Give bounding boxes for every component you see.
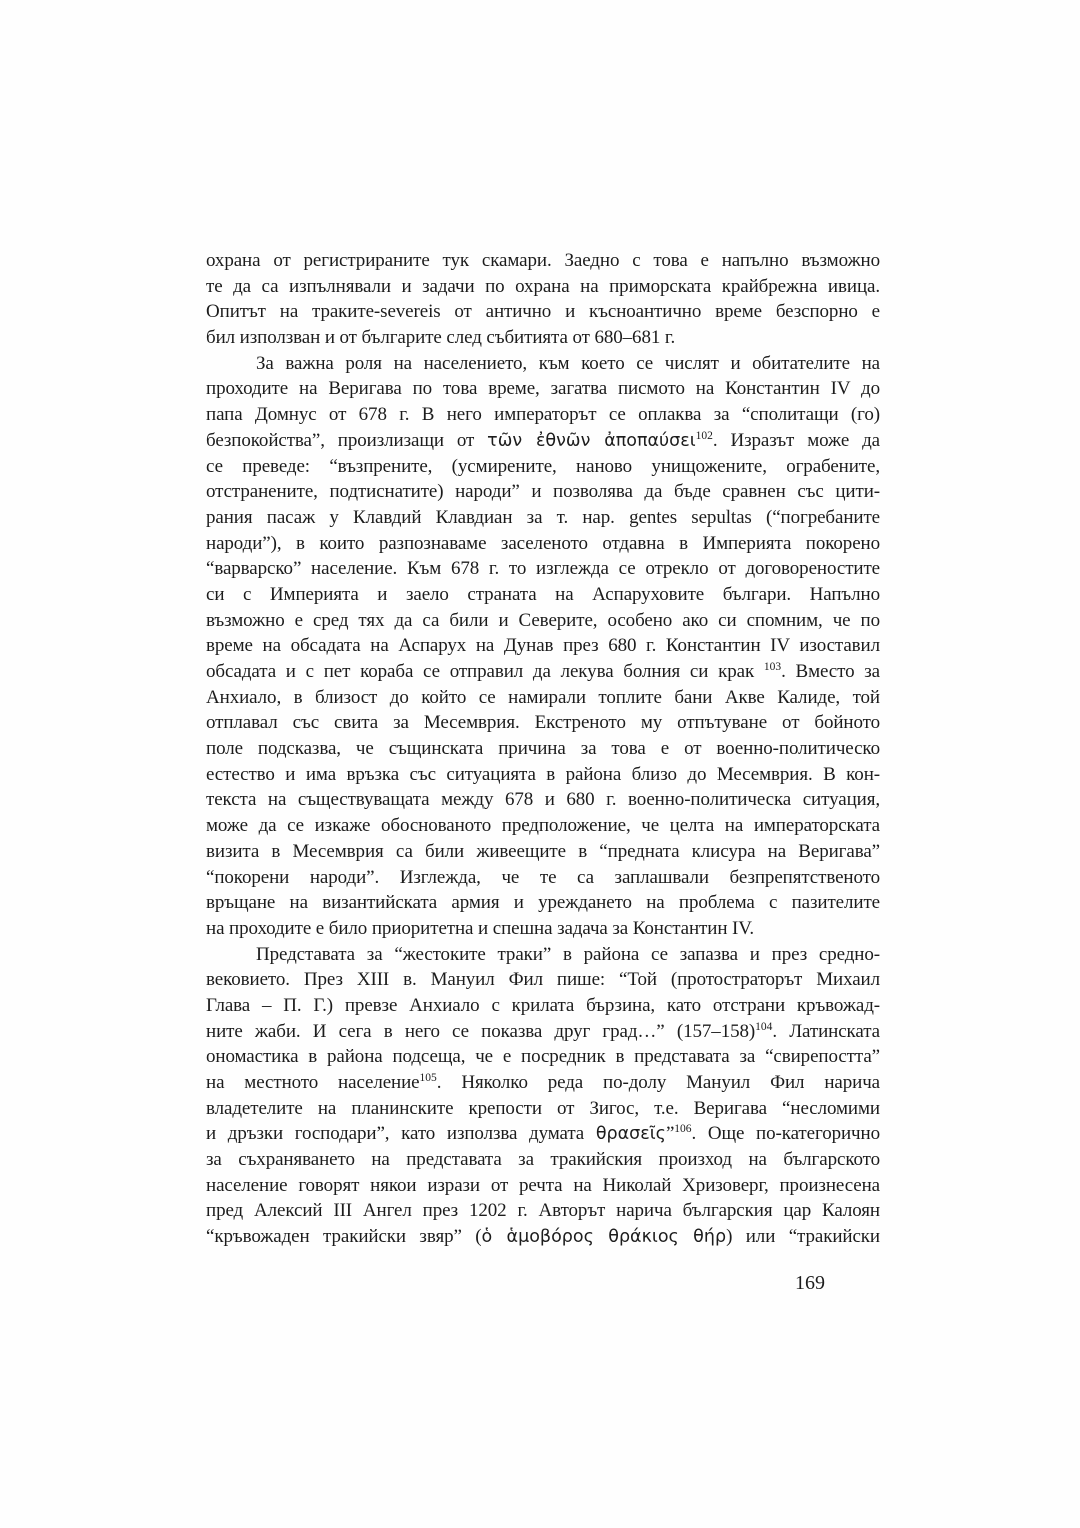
- text-line: [206, 556, 880, 582]
- footnote-reference: 105: [419, 1072, 437, 1084]
- text-segment: За важна роля на населението, към което се числят и обитателите на: [256, 352, 880, 374]
- text-segment: рания пасаж у Клавдий Клавдиан за т. нар. gentes sepultas (“погребаните: [206, 506, 880, 528]
- text-segment: на проходите е било приоритетна и спешна задача за Константин IV.: [206, 917, 755, 939]
- text-segment: Анхиало, в близост до който се намирали топлите бани Акве Калиде, той: [206, 686, 880, 708]
- text-segment: владетелите на планинските крепости от Зигос, т.е. Веригава “несломими: [206, 1097, 880, 1119]
- text-segment: те да са изпълнявали и задачи по охрана на приморската крайбрежна ивица.: [206, 275, 880, 297]
- text-segment: . Вместо за: [781, 661, 880, 682]
- text-line: [206, 376, 880, 402]
- text-segment: за съхраняването на представата за тракийския произход на българското: [206, 1149, 880, 1171]
- text-segment: “покорени народи”. Изглежда, че те са заплашвали безпрепятственото: [206, 866, 880, 888]
- text-line: [206, 479, 880, 505]
- text-line: [206, 839, 880, 865]
- text-segment: Представата за “жестоките траки” в района се запазва и през средно-: [256, 943, 880, 965]
- text-segment: обсадата и с пет кораба се отправил да лекува болния си крак: [206, 661, 764, 682]
- text-segment: визита в Месемврия са били живеещите в “предната клисура на Веригава”: [206, 840, 880, 862]
- text-line: [206, 659, 880, 685]
- text-line: [206, 890, 880, 916]
- text-line: [206, 1096, 880, 1122]
- page-number: 169: [795, 1272, 825, 1294]
- text-line: [206, 1173, 880, 1199]
- text-segment: . Изразът може да: [712, 429, 880, 451]
- footnote-reference: 102: [695, 429, 713, 442]
- text-segment: може да се изкаже обоснованото предположение, че целта на императорската: [206, 815, 880, 837]
- text-segment: на местното население: [206, 1072, 420, 1093]
- text-line: [206, 274, 880, 300]
- text-segment: население говорят някои изрази от речта на Николай Хризоверг, произнесена: [206, 1174, 880, 1196]
- text-line: [206, 865, 880, 891]
- text-line: [206, 1070, 880, 1096]
- text-segment: възможно е сред тях да са били и Северите, особено ако си спомним, че по: [206, 609, 880, 631]
- text-segment: отплавал със свита за Месемврия. Екстреното му отпътуване от бойното: [206, 712, 880, 734]
- text-segment: Опитът на траките-severeis от антично и късноантично време безспорно е: [206, 301, 880, 323]
- text-line: [206, 813, 880, 839]
- text-segment: народи”), в които разпознаваме заселеното отдавна в Империята покорено: [206, 532, 880, 554]
- text-segment: се преведе: “възпрените, (усмирените, наново унищожените, ограбените,: [206, 455, 880, 477]
- text-segment: папа Домнус от 678 г. В него императорът се оплаква за “сполитащи (го): [206, 404, 880, 426]
- text-segment: . Още по-категорично: [691, 1123, 880, 1145]
- text-segment: пред Алексий III Ангел през 1202 г. Авторът нарича българския цар Калоян: [206, 1200, 880, 1222]
- text-line: [206, 351, 880, 377]
- text-segment: естество и има връзка със ситуацията в района близо до Месемврия. В кон-: [206, 763, 880, 785]
- greek-text: θρασεῖς: [595, 1124, 666, 1145]
- text-segment: бил използван и от българите след събитията от 680–681 г.: [206, 327, 676, 349]
- text-segment: време на обсадата на Аспарух на Дунав през 680 г. Константин IV изоставил: [206, 635, 880, 657]
- text-line: [206, 942, 880, 968]
- text-line: [206, 428, 880, 454]
- text-line: [206, 454, 880, 480]
- footnote-reference: 103: [763, 661, 782, 673]
- text-line: [206, 299, 880, 325]
- text-line: [206, 1019, 880, 1045]
- text-segment: ните жаби. И сега в него се показва друг град…” (157–158): [206, 1020, 756, 1042]
- text-segment: ономастика в района подсеща, че е посредник в представата за “свирепостта”: [206, 1046, 880, 1068]
- text-line: [206, 967, 880, 993]
- text-line: [206, 787, 880, 813]
- text-segment: охрана от регистрираните тук скамари. Заедно с това е напълно възможно: [206, 250, 880, 271]
- greek-text: ὁ ἁμοβόρος θράκιος θήρ: [481, 1227, 727, 1248]
- text-segment: проходите на Веригава по това време, загатва писмото на Константин IV до: [206, 378, 880, 400]
- text-segment: безпокойства”, произлизащи от: [206, 429, 488, 451]
- text-segment: поле подсказва, че същинската причина за това е от военно-политическо: [206, 738, 880, 760]
- text-line: [206, 993, 880, 1019]
- text-line: [206, 248, 880, 274]
- text-segment: връщане на византийската армия и уреждането на проблема с пазителите: [206, 892, 880, 914]
- text-segment: отстранените, подтиснатите) народи” и позволява да бъде сравнен със цити-: [206, 481, 880, 503]
- text-segment: текста на съществуващата между 678 и 680 г. военно-политическа ситуация,: [206, 789, 880, 811]
- page-number-row: [206, 1271, 880, 1297]
- text-line: [206, 582, 880, 608]
- text-line: [206, 402, 880, 428]
- text-segment: . Латинската: [772, 1020, 880, 1042]
- text-line: [206, 916, 880, 942]
- text-line: [206, 325, 880, 351]
- text-line: [206, 531, 880, 557]
- text-line: [206, 608, 880, 634]
- text-line: [206, 710, 880, 736]
- text-segment: ) или “тракийски: [726, 1226, 880, 1248]
- text-line: [206, 1121, 880, 1147]
- greek-text: τῶν ἐθνῶν ἀποπαύσει: [487, 430, 696, 451]
- text-segment: вековието. През XIII в. Мануил Фил пише: “Той (протостраторът Михаил: [206, 969, 880, 991]
- text-segment: . Няколко реда по-долу Мануил Фил нарича: [436, 1072, 880, 1093]
- text-line: [206, 505, 880, 531]
- text-segment: ”: [665, 1123, 675, 1145]
- text-segment: “варварско” население. Към 678 г. то изглежда се отрекло от договореностите: [206, 558, 880, 580]
- text-segment: “кръвожаден тракийски звяр” (: [206, 1226, 482, 1248]
- text-line: [206, 762, 880, 788]
- body-text: [206, 248, 880, 1250]
- text-line: [206, 1044, 880, 1070]
- text-segment: си с Империята и заело страната на Аспаруховите българи. Напълно: [206, 583, 880, 605]
- footnote-reference: 104: [755, 1020, 773, 1033]
- text-line: [206, 1198, 880, 1224]
- footnote-reference: 106: [674, 1123, 692, 1136]
- text-line: [206, 1147, 880, 1173]
- text-line: [206, 633, 880, 659]
- text-segment: и дръзки господари”, като използва думата: [206, 1123, 596, 1145]
- text-segment: Глава – П. Г.) превзе Анхиало с крилата бързина, като отстрани кръвожад-: [206, 994, 880, 1016]
- text-line: [206, 1224, 880, 1250]
- text-line: [206, 736, 880, 762]
- text-line: [206, 685, 880, 711]
